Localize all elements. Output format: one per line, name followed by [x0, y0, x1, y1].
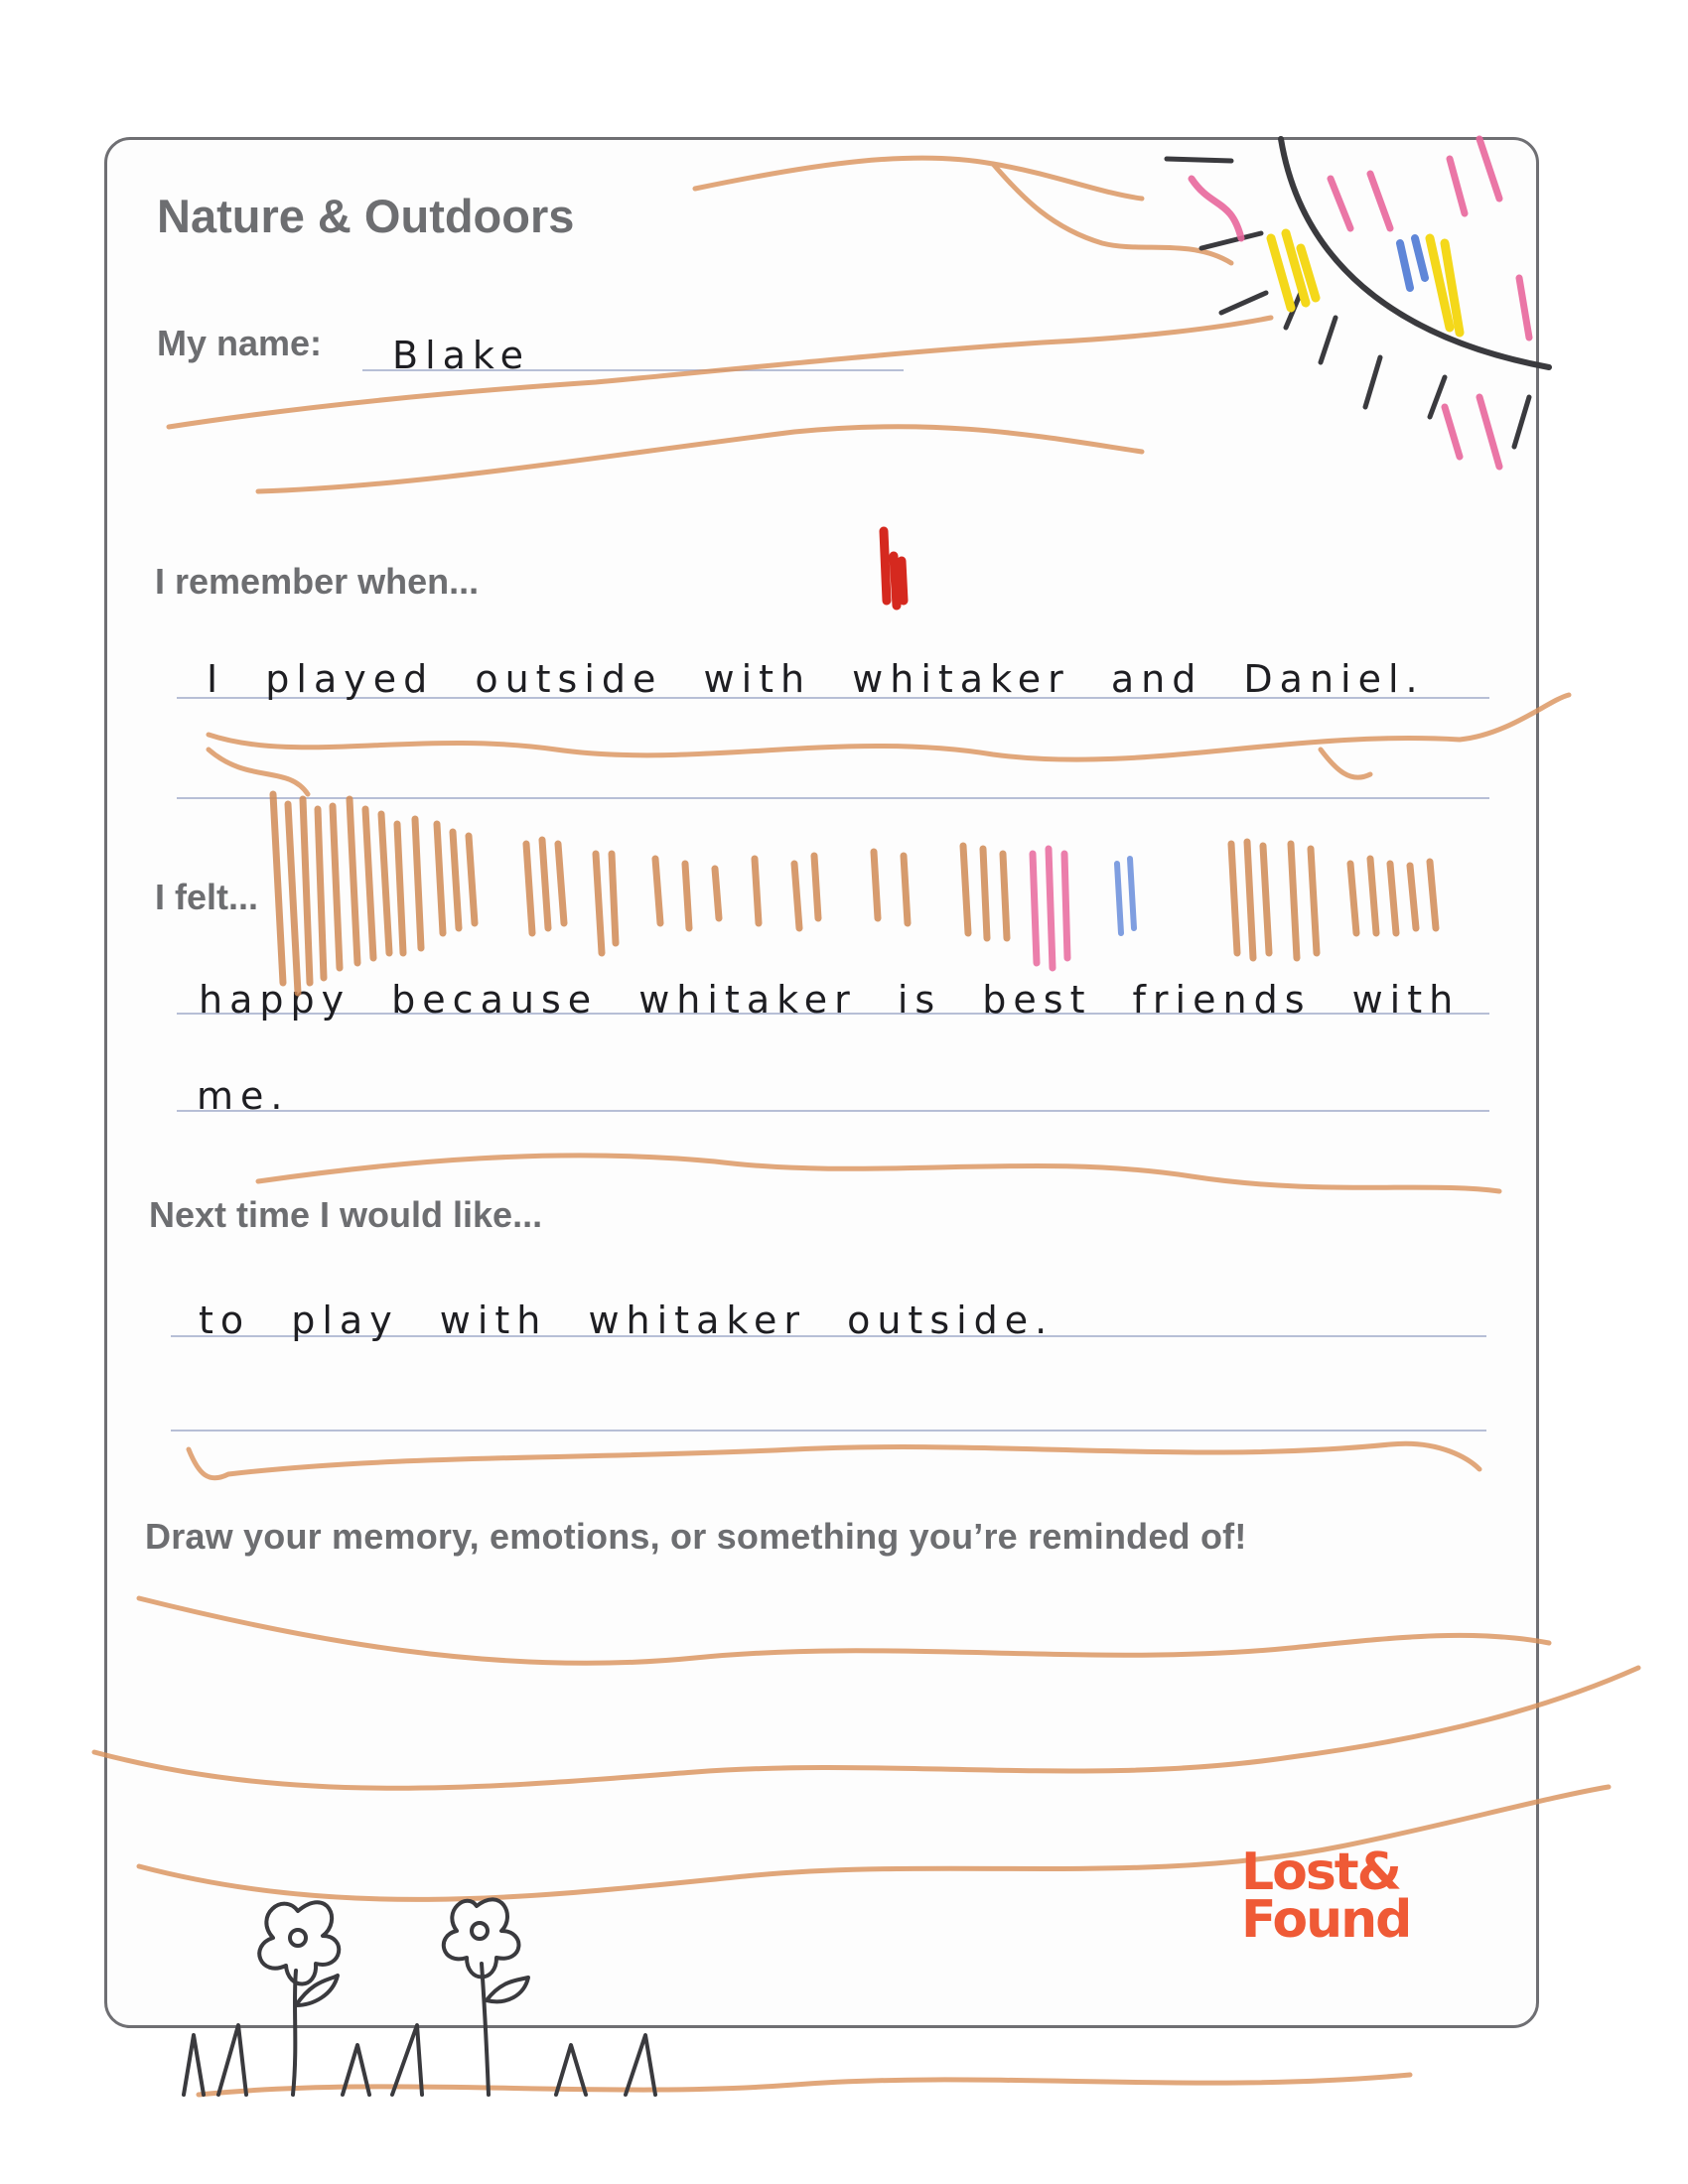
logo-line-1: Lost& — [1241, 1843, 1401, 1902]
prompt-draw-label: Draw your memory, emotions, or something you’re reminded of! — [145, 1516, 1247, 1557]
flowers-drawing — [184, 1899, 655, 2095]
pink-scribbles — [1033, 849, 1067, 968]
crayon-hills — [94, 158, 1638, 2095]
answer-felt-line-2: me. — [197, 1074, 290, 1118]
name-label: My name: — [157, 323, 323, 363]
red-mark — [884, 531, 904, 606]
logo-line-2: Found — [1241, 1890, 1411, 1950]
prompt-felt-label: I felt... — [155, 877, 259, 917]
prompt-remember-label: I remember when... — [155, 561, 480, 602]
answer-next-time-line-1: to play with whitaker outside. — [199, 1298, 1055, 1342]
worksheet-title: Nature & Outdoors — [157, 190, 575, 242]
answer-felt-line-1: happy because whitaker is best friends with — [199, 978, 1461, 1022]
name-value: Blake — [392, 334, 530, 377]
grass-scribbles — [273, 794, 1436, 993]
answer-remember-line-1: I played outside with whitaker and Daniel. — [207, 657, 1425, 701]
sun-drawing — [1167, 139, 1549, 467]
prompt-next-time-label: Next time I would like... — [149, 1194, 543, 1235]
blue-scribbles — [1117, 859, 1134, 933]
lost-and-found-logo — [1241, 1843, 1411, 1950]
